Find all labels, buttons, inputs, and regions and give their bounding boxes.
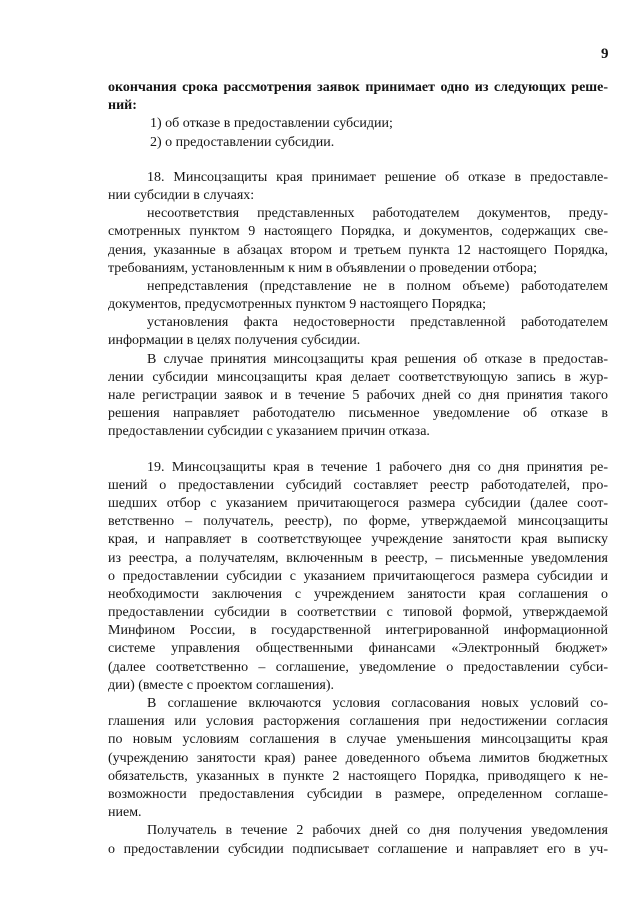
text-line: требованиям, установленным к ним в объявлении о проведении отбора; [108,260,537,276]
text-line: шедших отбор с указанием причитающегося размера субсидии (далее соот- [108,495,608,511]
text-line: окончания срока рассмотрения заявок принимает одно из следующих реше- [108,80,608,95]
text-line: лении субсидии минсоцзащиты края делает соответствующую запись в жур- [108,369,608,385]
text-line: нии субсидии в случаях: [108,187,255,203]
text-line: информации в целях получения субсидии. [108,333,361,349]
text-line: (учреждению занятости края) ранее доведенного объема лимитов бюджетных [108,750,608,766]
text-line: (далее соответственно – соглашение, уведомление о предоставлении субси- [108,659,608,675]
text-line: дии) (вместе с проектом соглашения). [108,677,335,693]
text-line: необходимости заключения с учреждением занятости края соглашения о [108,586,608,602]
text-line: Минфином России, в государственной интегрированной информационной [108,623,608,639]
text-line: обязательств, указанных в пункте 2 настоящего Порядка, приводящего к не- [108,768,608,784]
text-line: из реестра, а получателям, включенным в реестр, – письменные уведомления [108,550,608,566]
text-block [108,459,608,859]
text-line: смотренных пунктом 9 настоящего Порядка, и документов, содержащих све- [108,224,608,240]
text-line: предоставлении субсидии в соответствии с типовой формой, утверждаемой [108,605,608,621]
text-line: глашения или условия расторжения соглашения при недостижении согласия [108,714,608,730]
text-line: В случае принятия минсоцзащиты края решения об отказе в предостав- [147,351,608,367]
text-line: шений о предоставлении субсидий составляет реестр работодателей, про- [108,477,608,493]
page-number: 9 [601,46,609,62]
text-line: Получатель в течение 2 рабочих дней со дня получения уведомления [147,823,608,839]
document-body [108,79,608,859]
text-line: 2) о предоставлении субсидии. [150,134,335,150]
text-line: края, и направляет в соответствующее учреждение занятости края выписку [108,532,608,548]
text-line: ний: [108,98,137,114]
text-line: по новым условиям соглашения в случае уменьшения минсоцзащиты края [108,732,608,748]
text-line: нале регистрации заявок и в течение 5 рабочих дней со дня принятия такого [108,388,608,403]
paragraph-gap [108,152,608,169]
text-line: 18. Минсоцзащиты края принимает решение об отказе в предоставле- [147,169,608,185]
text-line: предоставлении субсидии с указанием причин отказа. [108,424,430,440]
paragraph-gap [108,442,608,459]
text-line: ветственно – получатель, реестр), по форме, утверждаемой минсоцзащиты [108,514,608,530]
text-line: 19. Минсоцзащиты края в течение 1 рабочего дня со дня принятия ре- [147,459,608,475]
text-line: о предоставлении субсидии с указанием причитающегося размера субсидии и [108,568,608,584]
text-line: несоответствия представленных работодателем документов, преду- [147,206,608,222]
text-block [108,169,608,442]
text-line: установления факта недостоверности представленной работодателем [147,315,608,331]
text-line: непредставления (представление не в полном объеме) работодателем [147,278,608,294]
text-line: 1) об отказе в предоставлении субсидии; [150,116,393,132]
text-line: дения, указанные в абзацах втором и третьем пункта 12 настоящего Порядка, [108,242,608,258]
text-line: возможности предоставления субсидии в размере, определенном соглаше- [108,786,608,802]
text-line: системе управления общественными финансами «Электронный бюджет» [108,641,608,657]
text-line: о предоставлении субсидии подписывает соглашение и направляет его в уч- [108,841,608,857]
text-block [108,79,608,152]
text-line: решения направляет работодателю письменное уведомление об отказе в [108,406,608,422]
text-line: В соглашение включаются условия согласования новых условий со- [147,696,608,711]
text-line: документов, предусмотренных пунктом 9 настоящего Порядка; [108,297,486,313]
text-line: нием. [108,805,142,821]
